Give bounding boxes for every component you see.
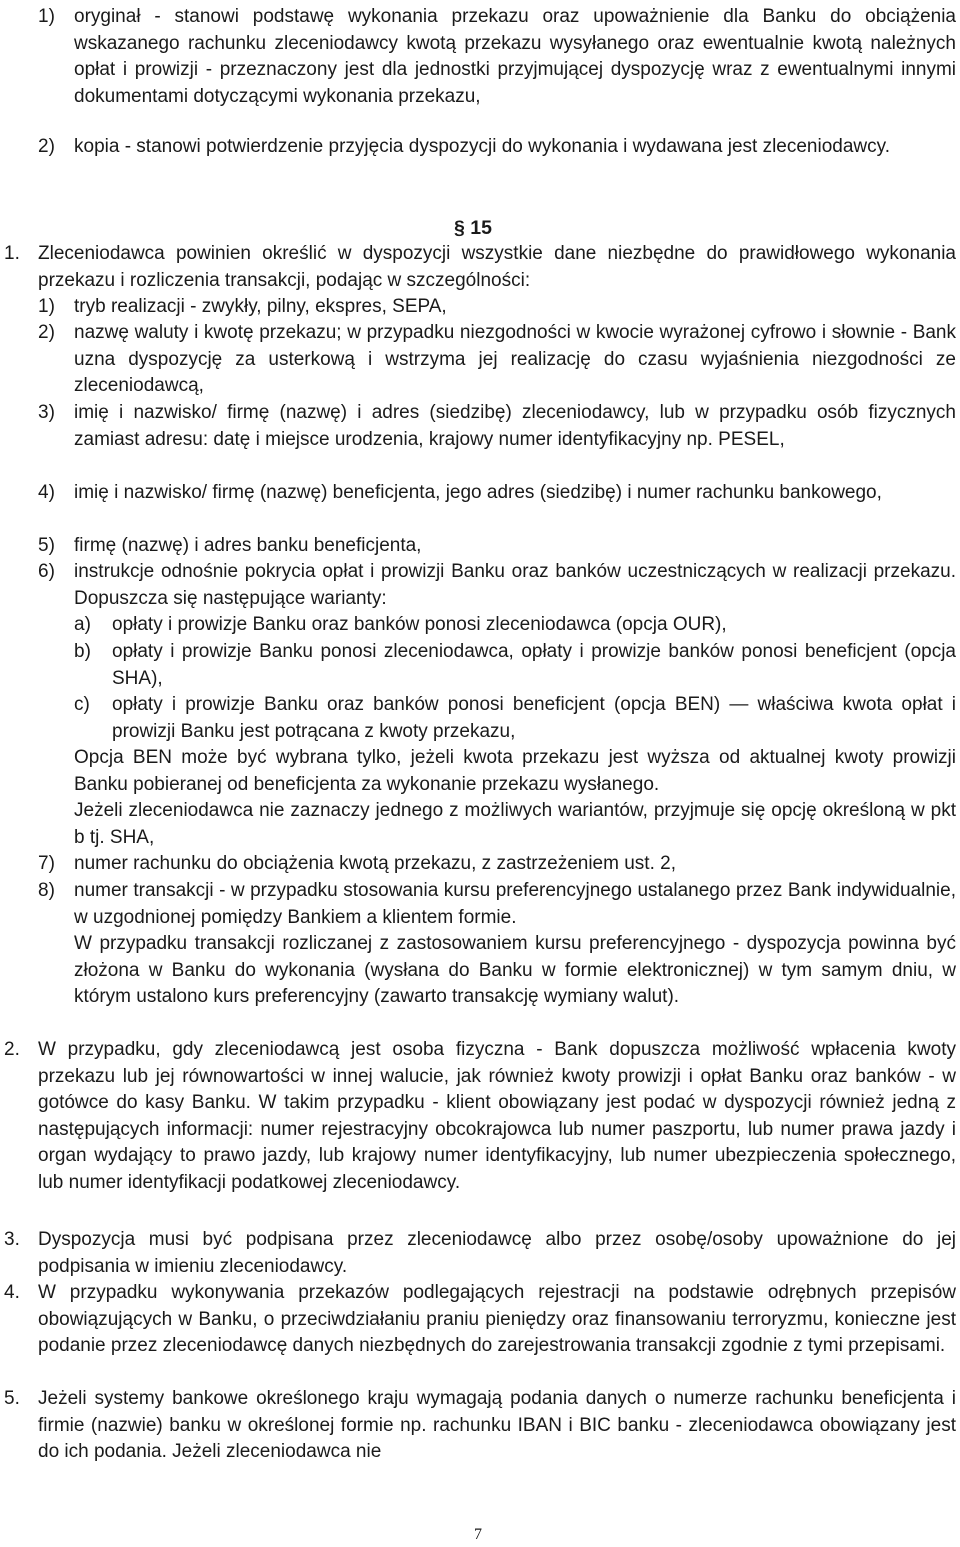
list-item-text: imię i nazwisko/ firmę (nazwę) beneficjenta, jego adres (siedzibę) i numer rachunku bankowego, xyxy=(74,482,882,503)
paragraph-intro: Zleceniodawca powinien określić w dyspozycji wszystkie dane niezbędne do prawidłowego wykonania przekazu i rozliczenia transakcji, podając w szczególności: xyxy=(38,243,956,291)
ben-option-note: Opcja BEN może być wybrana tylko, jeżeli kwota przekazu jest wyższa od aktualnej kwoty prowizji Banku pobieranej od beneficjenta za wykonanie przekazu wysłanego. xyxy=(74,747,956,795)
list-item-text: kopia - stanowi potwierdzenie przyjęcia dyspozycji do wykonania i wydawana jest zleceniodawcy. xyxy=(74,136,890,157)
list-item-text: numer transakcji - w przypadku stosowania kursu preferencyjnego ustalanego przez Bank indywidualnie, w uzgodnionej pomiędzy Bankiem a klientem formie. xyxy=(74,880,956,928)
variant-text: opłaty i prowizje Banku ponosi zleceniodawca, opłaty i prowizje banków ponosi beneficjent (opcja SHA), xyxy=(112,641,956,689)
preferential-rate-note: W przypadku transakcji rozliczanej z zastosowaniem kursu preferencyjnego - dyspozycja powinna być złożona w Banku do wykonania (wysłana do Banku w formie elektronicznej) w tym samym dniu, w którym ustalono kurs preferencyjny (zawarto transakcję wymiany walut). xyxy=(74,933,956,1007)
list-number: 5) xyxy=(38,535,55,556)
list-number: 6) xyxy=(38,561,55,582)
paragraph-text: W przypadku, gdy zleceniodawcą jest osoba fizyczna - Bank dopuszcza możliwość wpłacenia kwoty przekazu lub jej równowartości w innej walucie, jak również kwoty prowizji i opłat Banku oraz banków - w gotówce do kasy Banku. W takim przypadku - klient obowiązany jest podać w dyspozycji również jedną z następujących informacji: numer rejestracyjny obcokrajowca lub numer paszportu, lub numer prawa jazdy i organ wydający to prawo jazdy, lub krajowy numer identyfikacyjny, lub numer ubezpieczenia społecznego, lub numer identyfikacji podatkowej zleceniodawcy. xyxy=(38,1039,956,1193)
list-number: 7) xyxy=(38,853,55,874)
list-item-text: nazwę waluty i kwotę przekazu; w przypadku niezgodności w kwocie wyrażonej cyfrowo i słownie - Bank uzna dyspozycję za usterkową i wstrzyma jej realizację do czasu wyjaśnienia niezgodności ze zleceniodawcą, xyxy=(74,322,956,396)
paragraph-number: 1. xyxy=(4,243,20,264)
paragraph-number: 3. xyxy=(4,1229,20,1250)
section-heading: § 15 xyxy=(454,217,492,239)
paragraph-number: 4. xyxy=(4,1282,20,1303)
paragraph-text: Dyspozycja musi być podpisana przez zleceniodawcę albo przez osobę/osoby upoważnione do jej podpisania w imieniu zleceniodawcy. xyxy=(38,1229,956,1277)
list-item-text: firmę (nazwę) i adres banku beneficjenta, xyxy=(74,535,422,556)
list-item-text: imię i nazwisko/ firmę (nazwę) i adres (siedzibę) zleceniodawcy, lub w przypadku osób fizycznych zamiast adresu: datę i miejsce urodzenia, krajowy numer identyfikacyjny np. PESEL, xyxy=(74,402,956,450)
variant-text: opłaty i prowizje Banku oraz banków ponosi zleceniodawca (opcja OUR), xyxy=(112,614,727,635)
list-item-text: numer rachunku do obciążenia kwotą przekazu, z zastrzeżeniem ust. 2, xyxy=(74,853,676,874)
paragraph-number: 2. xyxy=(4,1039,20,1060)
list-item-text: tryb realizacji - zwykły, pilny, ekspres, SEPA, xyxy=(74,296,447,317)
list-number: 1) xyxy=(38,296,55,317)
variant-letter: b) xyxy=(74,641,91,662)
list-number: 3) xyxy=(38,402,55,423)
variant-letter: a) xyxy=(74,614,91,635)
paragraph-number: 5. xyxy=(4,1388,20,1409)
list-number: 4) xyxy=(38,482,55,503)
page-number: 7 xyxy=(474,1526,482,1543)
list-item-text: oryginał - stanowi podstawę wykonania przekazu oraz upoważnienie dla Banku do obciążenia wskazanego rachunku zleceniodawcy kwotą przekazu wysyłanego oraz ewentualnie kwotą należnych opłat i prowizji - przeznaczony jest dla jednostki przyjmującej dyspozycję wraz z ewentualnymi innymi dokumentami dotyczącymi wykonania przekazu, xyxy=(74,6,956,107)
paragraph-text: Jeżeli systemy bankowe określonego kraju wymagają podania danych o numerze rachunku beneficjenta i firmie (nazwie) banku w określonej formie np. rachunku IBAN i BIC banku - zleceniodawca obowiązany jest do ich podania. Jeżeli zleceniodawca nie xyxy=(38,1388,956,1462)
list-number: 1) xyxy=(38,6,55,27)
list-item-text: instrukcje odnośnie pokrycia opłat i prowizji Banku oraz banków uczestniczących w realizacji przekazu. Dopuszcza się następujące warianty: xyxy=(74,561,956,609)
variant-letter: c) xyxy=(74,694,90,715)
list-number: 2) xyxy=(38,322,55,343)
list-number: 2) xyxy=(38,136,55,157)
variant-text: opłaty i prowizje Banku oraz banków ponosi beneficjent (opcja BEN) — właściwa kwota opłat i prowizji Banku jest potrącana z kwoty przekazu, xyxy=(112,694,956,742)
paragraph-text: W przypadku wykonywania przekazów podlegających rejestracji na podstawie odrębnych przepisów obowiązujących w Banku, o przeciwdziałaniu praniu pieniędzy oraz finansowaniu terroryzmu, konieczne jest podanie przez zleceniodawcę danych niezbędnych do zarejestrowania transakcji zgodnie z tymi przepisami. xyxy=(38,1282,956,1356)
list-number: 8) xyxy=(38,880,55,901)
default-option-note: Jeżeli zleceniodawca nie zaznaczy jednego z możliwych wariantów, przyjmuje się opcję określoną w pkt b tj. SHA, xyxy=(74,800,956,848)
